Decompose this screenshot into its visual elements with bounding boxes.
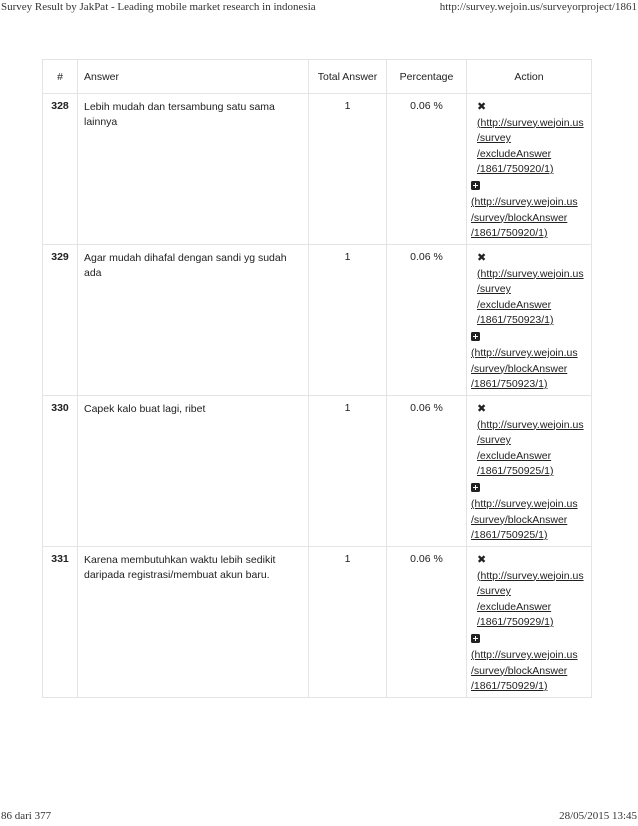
- table-row: [43, 94, 592, 245]
- link-line: /1861/750920/1): [477, 163, 554, 175]
- row-percentage: 0.06 %: [387, 245, 467, 396]
- table-header-row: [43, 60, 592, 94]
- link-line: /survey/blockAnswer: [471, 664, 568, 677]
- row-answer: Capek kalo buat lagi, ribet: [78, 396, 309, 547]
- column-header-answer: Answer: [78, 60, 309, 94]
- table-row: [43, 245, 592, 396]
- row-total: 1: [309, 396, 387, 547]
- row-total: 1: [309, 547, 387, 698]
- exclude-answer-link[interactable]: [471, 418, 589, 480]
- plus-square-icon[interactable]: [471, 634, 480, 643]
- column-header-total: Total Answer: [309, 60, 387, 94]
- plus-square-icon[interactable]: [471, 332, 480, 341]
- block-answer-link[interactable]: [471, 346, 589, 393]
- print-header: [0, 1, 638, 15]
- link-line: /survey/blockAnswer: [471, 362, 568, 375]
- plus-square-icon[interactable]: [471, 181, 480, 190]
- row-actions: [467, 245, 592, 396]
- link-line: (http://survey.wejoin.us: [477, 569, 584, 582]
- row-answer: Agar mudah dihafal dengan sandi yg sudah ada: [78, 245, 309, 396]
- column-header-action: Action: [467, 60, 592, 94]
- link-line: /1861/750920/1): [471, 227, 548, 239]
- link-line: /excludeAnswer: [477, 147, 552, 160]
- link-line: /survey: [477, 283, 511, 295]
- close-icon[interactable]: ✖: [477, 554, 487, 566]
- link-line: /1861/750929/1): [477, 616, 554, 628]
- link-line: (http://survey.wejoin.us: [477, 116, 584, 129]
- block-answer-link[interactable]: [471, 648, 589, 695]
- exclude-answer-link[interactable]: [471, 569, 589, 631]
- block-answer-link[interactable]: [471, 195, 589, 242]
- link-line: /1861/750923/1): [477, 314, 554, 326]
- link-line: /survey: [477, 434, 511, 446]
- column-header-percentage: Percentage: [387, 60, 467, 94]
- link-line: /1861/750925/1): [471, 529, 548, 541]
- link-line: (http://survey.wejoin.us: [477, 267, 584, 280]
- link-line: /excludeAnswer: [477, 449, 552, 462]
- print-footer: [0, 810, 638, 824]
- plus-square-icon[interactable]: [471, 483, 480, 492]
- link-line: /1861/750923/1): [471, 378, 548, 390]
- block-answer-link[interactable]: [471, 497, 589, 544]
- row-actions: [467, 396, 592, 547]
- row-number: 330: [43, 396, 78, 547]
- link-line: /survey/blockAnswer: [471, 211, 568, 224]
- link-line: /1861/750929/1): [471, 680, 548, 692]
- exclude-answer-link[interactable]: [471, 267, 589, 329]
- exclude-answer-link[interactable]: [471, 116, 589, 178]
- link-line: (http://survey.wejoin.us: [471, 649, 578, 661]
- link-line: (http://survey.wejoin.us: [477, 418, 584, 431]
- link-line: /excludeAnswer: [477, 600, 552, 613]
- page-url: http://survey.wejoin.us/surveyorproject/1861: [439, 1, 637, 13]
- close-icon[interactable]: ✖: [477, 252, 487, 264]
- row-percentage: 0.06 %: [387, 94, 467, 245]
- row-percentage: 0.06 %: [387, 547, 467, 698]
- table-row: [43, 396, 592, 547]
- row-answer: Lebih mudah dan tersambung satu sama lainnya: [78, 94, 309, 245]
- close-icon[interactable]: ✖: [477, 403, 487, 415]
- link-line: (http://survey.wejoin.us: [471, 196, 578, 208]
- page-title: Survey Result by JakPat - Leading mobile market research in indonesia: [1, 1, 316, 13]
- row-percentage: 0.06 %: [387, 396, 467, 547]
- link-line: (http://survey.wejoin.us: [471, 347, 578, 359]
- link-line: /survey: [477, 132, 511, 144]
- link-line: /survey: [477, 585, 511, 597]
- link-line: /excludeAnswer: [477, 298, 552, 311]
- row-number: 329: [43, 245, 78, 396]
- survey-results-table: [42, 59, 592, 698]
- table-row: [43, 547, 592, 698]
- print-datetime: 28/05/2015 13:45: [559, 810, 637, 822]
- row-number: 328: [43, 94, 78, 245]
- link-line: (http://survey.wejoin.us: [471, 498, 578, 510]
- link-line: /survey/blockAnswer: [471, 513, 568, 526]
- row-total: 1: [309, 94, 387, 245]
- row-answer: Karena membutuhkan waktu lebih sedikit daripada registrasi/membuat akun baru.: [78, 547, 309, 698]
- page-counter: 86 dari 377: [1, 810, 52, 822]
- row-actions: [467, 547, 592, 698]
- link-line: /1861/750925/1): [477, 465, 554, 477]
- row-number: 331: [43, 547, 78, 698]
- row-actions: [467, 94, 592, 245]
- column-header-num: #: [43, 60, 78, 94]
- close-icon[interactable]: ✖: [477, 101, 487, 113]
- row-total: 1: [309, 245, 387, 396]
